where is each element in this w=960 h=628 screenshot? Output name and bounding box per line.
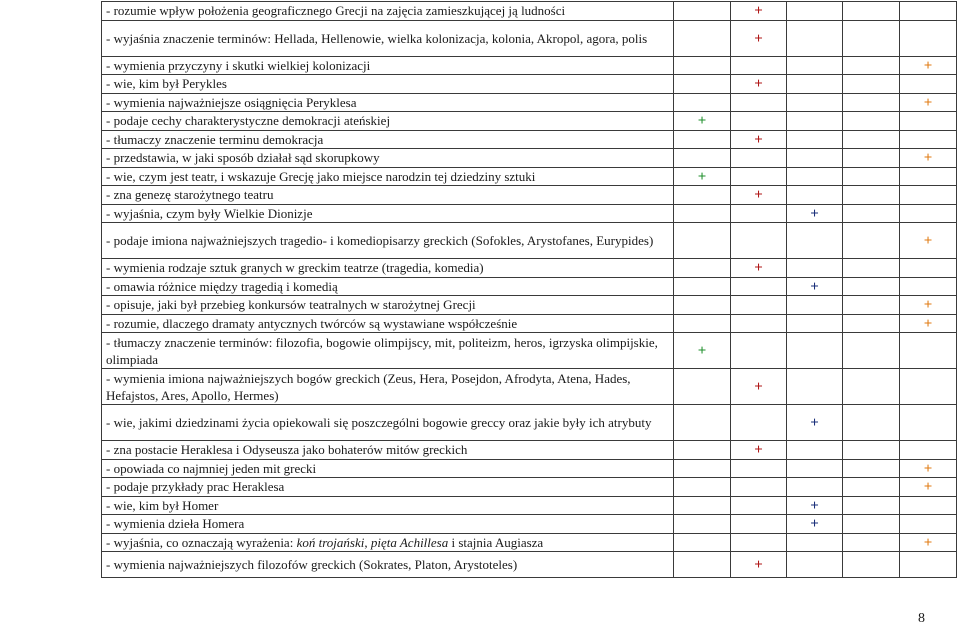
level-2-cell — [731, 369, 787, 405]
level-2-cell — [731, 204, 787, 223]
plus-mark: + — [810, 278, 819, 295]
level-5-cell — [900, 496, 957, 515]
level-5-cell — [900, 333, 957, 369]
table-row — [102, 441, 957, 460]
page-number: 8 — [918, 611, 925, 626]
level-1-cell — [674, 459, 731, 478]
requirement-text-part: i stajnia Augiasza — [448, 534, 544, 550]
table-row — [102, 333, 957, 369]
level-2-cell — [731, 441, 787, 460]
plus-mark: + — [754, 3, 763, 20]
level-1-cell — [674, 167, 731, 186]
level-4-cell — [843, 20, 900, 56]
level-2-cell — [731, 20, 787, 56]
level-1-cell — [674, 296, 731, 315]
plus-mark: + — [754, 260, 763, 277]
level-2-cell — [731, 75, 787, 94]
plus-mark: + — [810, 415, 819, 431]
level-2-cell — [731, 314, 787, 333]
level-2-cell — [731, 186, 787, 205]
requirement-text: - wie, czym jest teatr, i wskazuje Grecję jako miejsce narodzin tej dziedziny sztuki — [102, 167, 674, 186]
level-1-cell — [674, 478, 731, 497]
requirement-text: - zna postacie Heraklesa i Odyseusza jako bohaterów mitów greckich — [102, 441, 674, 460]
requirement-text: - wie, kim był Perykles — [102, 75, 674, 94]
level-5-cell — [900, 204, 957, 223]
level-5-cell — [900, 515, 957, 534]
level-4-cell — [843, 496, 900, 515]
level-3-cell — [787, 369, 843, 405]
requirement-text: - wymienia najważniejszych filozofów greckich (Sokrates, Platon, Arystoteles) — [102, 552, 674, 578]
plus-mark: + — [923, 150, 933, 167]
table-row — [102, 515, 957, 534]
level-1-cell — [674, 259, 731, 278]
level-1-cell — [674, 223, 731, 259]
requirement-text: - wyjaśnia, czym były Wielkie Dionizje — [102, 204, 674, 223]
level-5-cell — [900, 296, 957, 315]
level-1-cell — [674, 277, 731, 296]
requirement-text: - rozumie wpływ położenia geograficznego Grecji na zajęcia zamieszkującej ją ludności — [102, 2, 674, 21]
table-row — [102, 223, 957, 259]
plus-mark: + — [810, 497, 819, 514]
level-4-cell — [843, 93, 900, 112]
level-4-cell — [843, 130, 900, 149]
requirement-text — [102, 533, 674, 552]
level-1-cell — [674, 533, 731, 552]
level-4-cell — [843, 314, 900, 333]
level-1-cell — [674, 405, 731, 441]
level-1-cell — [674, 314, 731, 333]
table-row — [102, 130, 957, 149]
plus-mark: + — [923, 94, 933, 111]
table-row — [102, 552, 957, 578]
level-3-cell — [787, 478, 843, 497]
table-row — [102, 93, 957, 112]
level-5-cell — [900, 277, 957, 296]
plus-mark: + — [754, 379, 763, 395]
plus-mark: + — [697, 343, 707, 359]
requirement-text: - wyjaśnia znaczenie terminów: Hellada, Hellenowie, wielka kolonizacja, kolonia, Akropol, agora, polis — [102, 20, 674, 56]
requirement-text: - wymienia przyczyny i skutki wielkiej kolonizacji — [102, 56, 674, 75]
level-2-cell — [731, 552, 787, 578]
level-5-cell — [900, 314, 957, 333]
table-row — [102, 56, 957, 75]
plus-mark: + — [810, 516, 819, 533]
level-3-cell — [787, 459, 843, 478]
level-1-cell — [674, 2, 731, 21]
level-5-cell — [900, 259, 957, 278]
requirement-text: - wie, kim był Homer — [102, 496, 674, 515]
requirement-text-part: koń trojański — [296, 534, 365, 550]
level-4-cell — [843, 75, 900, 94]
table-row — [102, 405, 957, 441]
level-4-cell — [843, 478, 900, 497]
table-row — [102, 369, 957, 405]
level-3-cell — [787, 149, 843, 168]
level-2-cell — [731, 56, 787, 75]
level-2-cell — [731, 130, 787, 149]
level-3-cell — [787, 167, 843, 186]
level-4-cell — [843, 441, 900, 460]
plus-mark: + — [923, 297, 933, 314]
plus-mark: + — [810, 205, 819, 222]
requirement-text: - tłumaczy znaczenie terminu demokracja — [102, 130, 674, 149]
plus-mark: + — [697, 168, 707, 185]
plus-mark: + — [697, 113, 707, 130]
level-5-cell — [900, 20, 957, 56]
level-1-cell — [674, 130, 731, 149]
level-2-cell — [731, 223, 787, 259]
level-2-cell — [731, 515, 787, 534]
requirements-table — [101, 1, 957, 578]
level-5-cell — [900, 2, 957, 21]
level-2-cell — [731, 167, 787, 186]
level-2-cell — [731, 496, 787, 515]
level-3-cell — [787, 314, 843, 333]
level-3-cell — [787, 112, 843, 131]
level-5-cell — [900, 478, 957, 497]
requirement-text: - podaje przykłady prac Heraklesa — [102, 478, 674, 497]
plus-mark: + — [923, 233, 933, 249]
plus-mark: + — [923, 57, 933, 74]
level-4-cell — [843, 112, 900, 131]
level-1-cell — [674, 20, 731, 56]
plus-mark: + — [923, 315, 933, 332]
table-row — [102, 459, 957, 478]
requirement-text: - wymienia najważniejsze osiągnięcia Peryklesa — [102, 93, 674, 112]
plus-mark: + — [754, 557, 763, 573]
level-5-cell — [900, 441, 957, 460]
level-2-cell — [731, 405, 787, 441]
level-3-cell — [787, 405, 843, 441]
level-1-cell — [674, 75, 731, 94]
level-3-cell — [787, 515, 843, 534]
table-row — [102, 112, 957, 131]
level-4-cell — [843, 552, 900, 578]
level-4-cell — [843, 56, 900, 75]
level-3-cell — [787, 130, 843, 149]
level-4-cell — [843, 2, 900, 21]
level-5-cell — [900, 533, 957, 552]
requirement-text: - wie, jakimi dziedzinami życia opiekowali się poszczególni bogowie greccy oraz jakie były ich atrybuty — [102, 405, 674, 441]
level-2-cell — [731, 93, 787, 112]
requirement-text: - tłumaczy znaczenie terminów: filozofia, bogowie olimpijscy, mit, politeizm, heros, igrzyska olimpijskie, olimpiada — [102, 333, 674, 369]
table-row — [102, 277, 957, 296]
level-5-cell — [900, 405, 957, 441]
level-3-cell — [787, 56, 843, 75]
level-5-cell — [900, 149, 957, 168]
level-5-cell — [900, 75, 957, 94]
requirements-table-body — [102, 2, 957, 578]
table-row — [102, 533, 957, 552]
level-1-cell — [674, 441, 731, 460]
level-5-cell — [900, 223, 957, 259]
level-4-cell — [843, 515, 900, 534]
level-1-cell — [674, 112, 731, 131]
level-3-cell — [787, 93, 843, 112]
level-4-cell — [843, 333, 900, 369]
level-5-cell — [900, 93, 957, 112]
level-2-cell — [731, 533, 787, 552]
level-4-cell — [843, 149, 900, 168]
level-5-cell — [900, 459, 957, 478]
level-4-cell — [843, 186, 900, 205]
level-2-cell — [731, 459, 787, 478]
level-1-cell — [674, 56, 731, 75]
level-2-cell — [731, 112, 787, 131]
level-5-cell — [900, 167, 957, 186]
requirement-text: - wymienia dzieła Homera — [102, 515, 674, 534]
level-5-cell — [900, 112, 957, 131]
level-1-cell — [674, 186, 731, 205]
level-3-cell — [787, 259, 843, 278]
plus-mark: + — [923, 534, 933, 551]
level-5-cell — [900, 186, 957, 205]
requirement-text: - podaje imiona najważniejszych tragedio- i komediopisarzy greckich (Sofokles, Arystofanes, Eurypides) — [102, 223, 674, 259]
requirement-text: - opisuje, jaki był przebieg konkursów teatralnych w starożytnej Grecji — [102, 296, 674, 315]
level-5-cell — [900, 369, 957, 405]
plus-mark: + — [754, 187, 763, 204]
level-1-cell — [674, 515, 731, 534]
requirement-text: - wymienia rodzaje sztuk granych w greckim teatrze (tragedia, komedia) — [102, 259, 674, 278]
level-1-cell — [674, 333, 731, 369]
level-2-cell — [731, 149, 787, 168]
requirement-text-part: pięta Achillesa — [370, 534, 449, 550]
level-4-cell — [843, 459, 900, 478]
plus-mark: + — [754, 442, 763, 459]
requirement-text: - wymienia imiona najważniejszych bogów greckich (Zeus, Hera, Posejdon, Afrodyta, Atena, Hades, Hefajstos, Ares, Apollo, Hermes) — [102, 369, 674, 405]
table-row — [102, 496, 957, 515]
requirement-text: - omawia różnice między tragedią i komedią — [102, 277, 674, 296]
level-2-cell — [731, 259, 787, 278]
level-2-cell — [731, 478, 787, 497]
level-2-cell — [731, 277, 787, 296]
level-2-cell — [731, 333, 787, 369]
table-row — [102, 204, 957, 223]
level-5-cell — [900, 130, 957, 149]
table-row — [102, 296, 957, 315]
level-4-cell — [843, 223, 900, 259]
requirement-text: - podaje cechy charakterystyczne demokracji ateńskiej — [102, 112, 674, 131]
level-1-cell — [674, 149, 731, 168]
level-3-cell — [787, 296, 843, 315]
requirement-text: - rozumie, dlaczego dramaty antycznych twórców są wystawiane współcześnie — [102, 314, 674, 333]
level-5-cell — [900, 552, 957, 578]
level-3-cell — [787, 496, 843, 515]
table-row — [102, 167, 957, 186]
table-row — [102, 20, 957, 56]
level-4-cell — [843, 369, 900, 405]
level-4-cell — [843, 204, 900, 223]
level-5-cell — [900, 56, 957, 75]
level-3-cell — [787, 552, 843, 578]
requirement-text-part: , — [364, 534, 371, 550]
level-3-cell — [787, 2, 843, 21]
requirement-text-part: - wyjaśnia, co oznaczają wyrażenia: — [106, 534, 297, 550]
table-row — [102, 314, 957, 333]
table-row — [102, 186, 957, 205]
level-1-cell — [674, 204, 731, 223]
level-2-cell — [731, 296, 787, 315]
level-4-cell — [843, 167, 900, 186]
plus-mark: + — [754, 76, 763, 93]
table-row — [102, 149, 957, 168]
level-2-cell — [731, 2, 787, 21]
level-4-cell — [843, 296, 900, 315]
level-3-cell — [787, 223, 843, 259]
level-3-cell — [787, 277, 843, 296]
level-3-cell — [787, 204, 843, 223]
level-1-cell — [674, 369, 731, 405]
plus-mark: + — [923, 460, 933, 477]
level-4-cell — [843, 533, 900, 552]
level-1-cell — [674, 93, 731, 112]
table-row — [102, 75, 957, 94]
level-4-cell — [843, 405, 900, 441]
level-1-cell — [674, 496, 731, 515]
requirement-text: - zna genezę starożytnego teatru — [102, 186, 674, 205]
requirement-text: - przedstawia, w jaki sposób działał sąd skorupkowy — [102, 149, 674, 168]
level-3-cell — [787, 186, 843, 205]
table-row — [102, 259, 957, 278]
level-3-cell — [787, 441, 843, 460]
table-row — [102, 2, 957, 21]
table-row — [102, 478, 957, 497]
level-3-cell — [787, 333, 843, 369]
plus-mark: + — [754, 131, 763, 148]
plus-mark: + — [754, 30, 763, 47]
level-4-cell — [843, 277, 900, 296]
level-3-cell — [787, 533, 843, 552]
level-1-cell — [674, 552, 731, 578]
level-4-cell — [843, 259, 900, 278]
level-3-cell — [787, 20, 843, 56]
plus-mark: + — [923, 479, 933, 496]
level-3-cell — [787, 75, 843, 94]
requirement-text: - opowiada co najmniej jeden mit grecki — [102, 459, 674, 478]
